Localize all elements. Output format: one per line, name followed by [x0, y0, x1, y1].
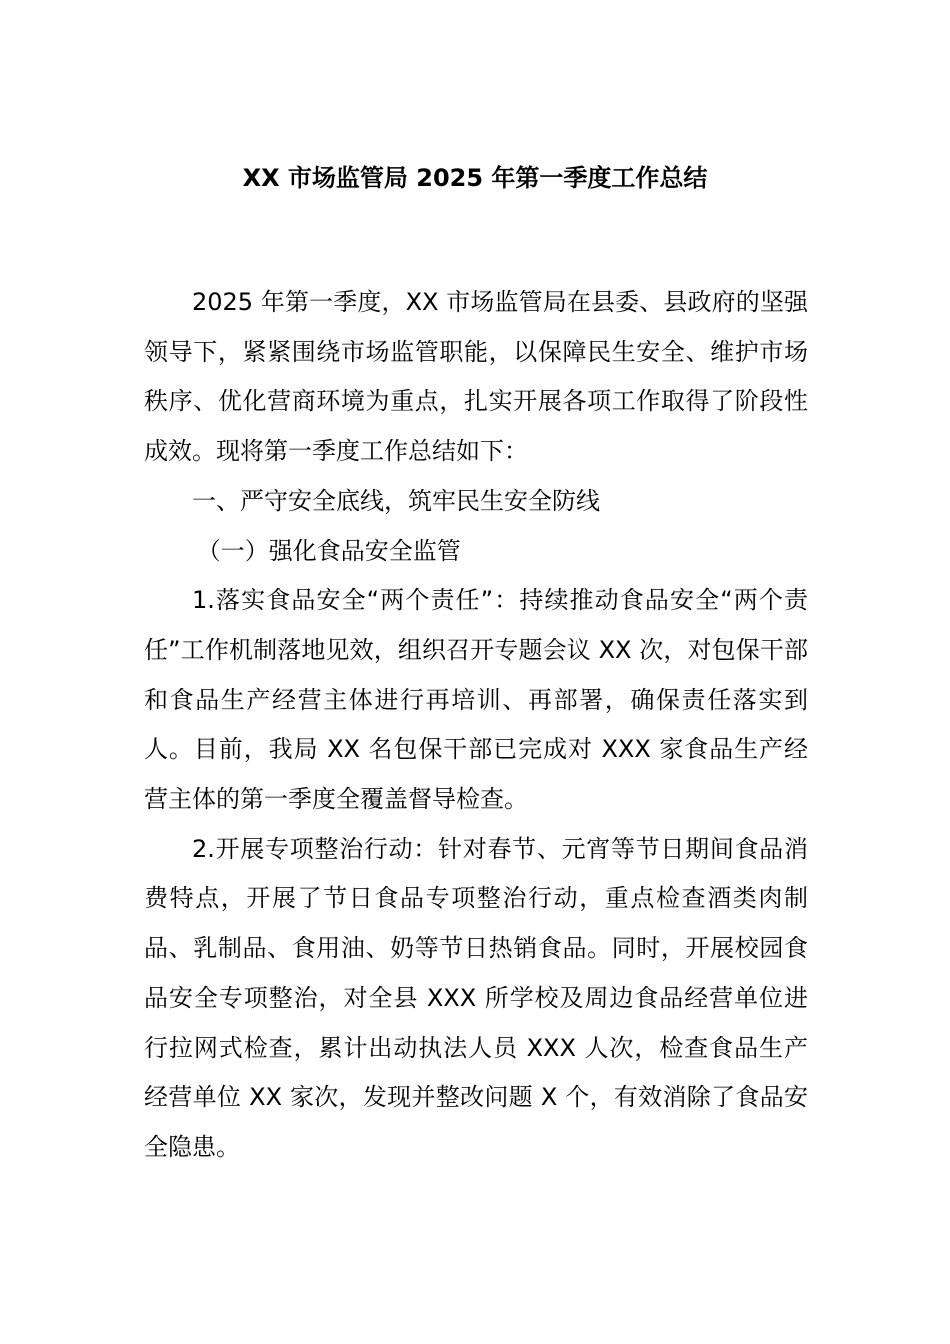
document-title: XX 市场监管局 2025 年第一季度工作总结: [242, 164, 708, 192]
intro-paragraph: 2025 年第一季度，XX 市场监管局在县委、县政府的坚强领导下，紧紧围绕市场监管职能，以保障民生安全、维护市场秩序、优化营商环境为重点，扎实开展各项工作取得了阶段性成效。现将第一季度工作总结如下：: [144, 288, 808, 466]
item-paragraph-1: 1.落实食品安全“两个责任”：持续推动食品安全“两个责任”工作机制落地见效，组织召开专题会议 XX 次，对包保干部和食品生产经营主体进行再培训、再部署，确保责任落实到人。目前，我局 XX 名包保干部已完成对 XXX 家食品生产经营主体的第一季度全覆盖督导检查。: [144, 586, 808, 814]
section-heading: 一、严守安全底线，筑牢民生安全防线: [192, 486, 600, 515]
item-paragraph-2: 2.开展专项整治行动：针对春节、元宵等节日期间食品消费特点，开展了节日食品专项整治行动，重点检查酒类肉制品、乳制品、食用油、奶等节日热销食品。同时，开展校园食品安全专项整治，对全县 XXX 所学校及周边食品经营单位进行拉网式检查，累计出动执法人员 XXX 人次，检查食品生产经营单位 XX 家次，发现并整改问题 X 个，有效消除了食品安全隐患。: [144, 834, 808, 1161]
subsection-heading: （一）强化食品安全监管: [196, 536, 461, 565]
document-body: [144, 278, 808, 1173]
